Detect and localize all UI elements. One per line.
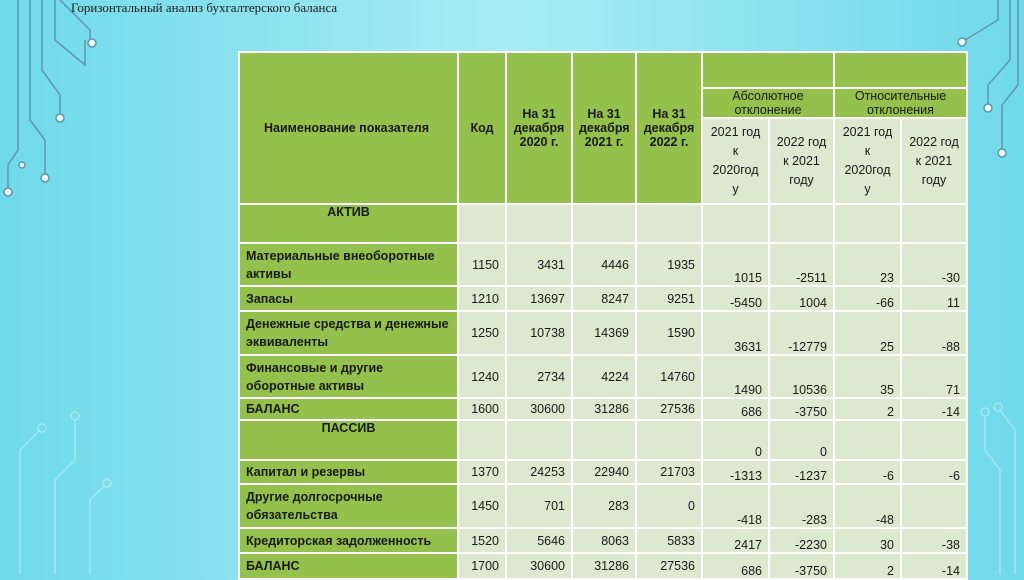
row-code: 1150: [458, 243, 506, 286]
row-abs1: -1313: [702, 460, 769, 484]
row-abs1: -5450: [702, 286, 769, 311]
row-rel1: 25: [834, 311, 901, 355]
row-abs1: 686: [702, 553, 769, 579]
row-2022: 1590: [636, 311, 702, 355]
row-2020: 30600: [506, 553, 572, 579]
row-2022: 27536: [636, 398, 702, 420]
row-rel1: 35: [834, 355, 901, 398]
row-rel2: -30: [901, 243, 967, 286]
row-name: Запасы: [239, 286, 458, 311]
row-code: 1250: [458, 311, 506, 355]
row-2021: 4446: [572, 243, 636, 286]
row-code: 1700: [458, 553, 506, 579]
row-abs1: 1015: [702, 243, 769, 286]
row-2021: 8063: [572, 528, 636, 553]
row-rel1: -48: [834, 484, 901, 528]
section-passive: ПАССИВ: [239, 420, 458, 460]
row-name: Материальные внеоборотные активы: [239, 243, 458, 286]
row-rel2: -6: [901, 460, 967, 484]
row-name: БАЛАНС: [239, 398, 458, 420]
section-active: АКТИВ: [239, 204, 458, 243]
row-name: Капитал и резервы: [239, 460, 458, 484]
row-rel1: -66: [834, 286, 901, 311]
row-name: Другие долгосрочные обязательства: [239, 484, 458, 528]
row-name: БАЛАНС: [239, 553, 458, 579]
row-rel1: 2: [834, 553, 901, 579]
table-row: [239, 553, 967, 579]
row-abs2: -283: [769, 484, 834, 528]
row-abs1: 2417: [702, 528, 769, 553]
row-code: 1240: [458, 355, 506, 398]
row-2020: 2734: [506, 355, 572, 398]
row-2022: 21703: [636, 460, 702, 484]
header-2022: На 31 декабря 2022 г.: [636, 52, 702, 204]
row-rel2: 71: [901, 355, 967, 398]
row-abs2: -2230: [769, 528, 834, 553]
row-abs2: -3750: [769, 553, 834, 579]
row-2022: 9251: [636, 286, 702, 311]
row-abs2: -12779: [769, 311, 834, 355]
row-2021: 14369: [572, 311, 636, 355]
row-2022: 5833: [636, 528, 702, 553]
row-2020: 10738: [506, 311, 572, 355]
row-rel2: -88: [901, 311, 967, 355]
row-2021: 283: [572, 484, 636, 528]
section-row-active: [239, 204, 967, 243]
table-row: [239, 528, 967, 553]
row-2021: 4224: [572, 355, 636, 398]
row-code: 1210: [458, 286, 506, 311]
row-rel1: 30: [834, 528, 901, 553]
row-2020: 701: [506, 484, 572, 528]
row-abs2: -1237: [769, 460, 834, 484]
header-2020: На 31 декабря 2020 г.: [506, 52, 572, 204]
row-abs2: -2511: [769, 243, 834, 286]
row-2021: 31286: [572, 398, 636, 420]
row-2020: 13697: [506, 286, 572, 311]
header-code: Код: [458, 52, 506, 204]
table-row: [239, 355, 967, 398]
table-row: [239, 311, 967, 355]
row-abs2: 10536: [769, 355, 834, 398]
row-rel1: 2: [834, 398, 901, 420]
row-rel1: 23: [834, 243, 901, 286]
row-rel2: -14: [901, 553, 967, 579]
row-rel2: -14: [901, 398, 967, 420]
balance-table: [238, 51, 968, 580]
row-name: Денежные средства и денежные эквиваленты: [239, 311, 458, 355]
row-2020: 24253: [506, 460, 572, 484]
row-2021: 22940: [572, 460, 636, 484]
row-code: 1600: [458, 398, 506, 420]
table-row: [239, 484, 967, 528]
row-name: Финансовые и другие оборотные активы: [239, 355, 458, 398]
passive-abs1: 0: [702, 420, 769, 460]
row-rel2: 11: [901, 286, 967, 311]
row-2022: 14760: [636, 355, 702, 398]
header-row-top: [239, 52, 967, 88]
row-abs1: 686: [702, 398, 769, 420]
header-abs-2022: 2022 год к 2021 году: [769, 118, 834, 204]
table-row: [239, 286, 967, 311]
row-2021: 8247: [572, 286, 636, 311]
row-abs2: -3750: [769, 398, 834, 420]
row-rel2: [901, 484, 967, 528]
header-abs-group: Абсолютное отклонение: [702, 88, 834, 118]
row-2020: 30600: [506, 398, 572, 420]
header-abs-2021: 2021 год к 2020год у: [702, 118, 769, 204]
row-2022: 0: [636, 484, 702, 528]
row-2020: 3431: [506, 243, 572, 286]
row-rel2: -38: [901, 528, 967, 553]
row-2022: 27536: [636, 553, 702, 579]
section-row-passive: [239, 420, 967, 460]
table-row: [239, 398, 967, 420]
row-rel1: -6: [834, 460, 901, 484]
row-code: 1370: [458, 460, 506, 484]
header-rel-2022: 2022 год к 2021 году: [901, 118, 967, 204]
row-abs2: 1004: [769, 286, 834, 311]
row-name: Кредиторская задолженность: [239, 528, 458, 553]
header-2021: На 31 декабря 2021 г.: [572, 52, 636, 204]
table-row: [239, 460, 967, 484]
row-abs1: 1490: [702, 355, 769, 398]
row-2022: 1935: [636, 243, 702, 286]
row-code: 1520: [458, 528, 506, 553]
row-abs1: -418: [702, 484, 769, 528]
row-2020: 5646: [506, 528, 572, 553]
passive-abs2: 0: [769, 420, 834, 460]
header-rel-2021: 2021 год к 2020год у: [834, 118, 901, 204]
row-2021: 31286: [572, 553, 636, 579]
row-code: 1450: [458, 484, 506, 528]
header-name: Наименование показателя: [239, 52, 458, 204]
slide-title: Горизонтальный анализ бухгалтерского баланса: [71, 0, 338, 15]
header-rel-group: Относительные отклонения: [834, 88, 967, 118]
row-abs1: 3631: [702, 311, 769, 355]
table-row: [239, 243, 967, 286]
